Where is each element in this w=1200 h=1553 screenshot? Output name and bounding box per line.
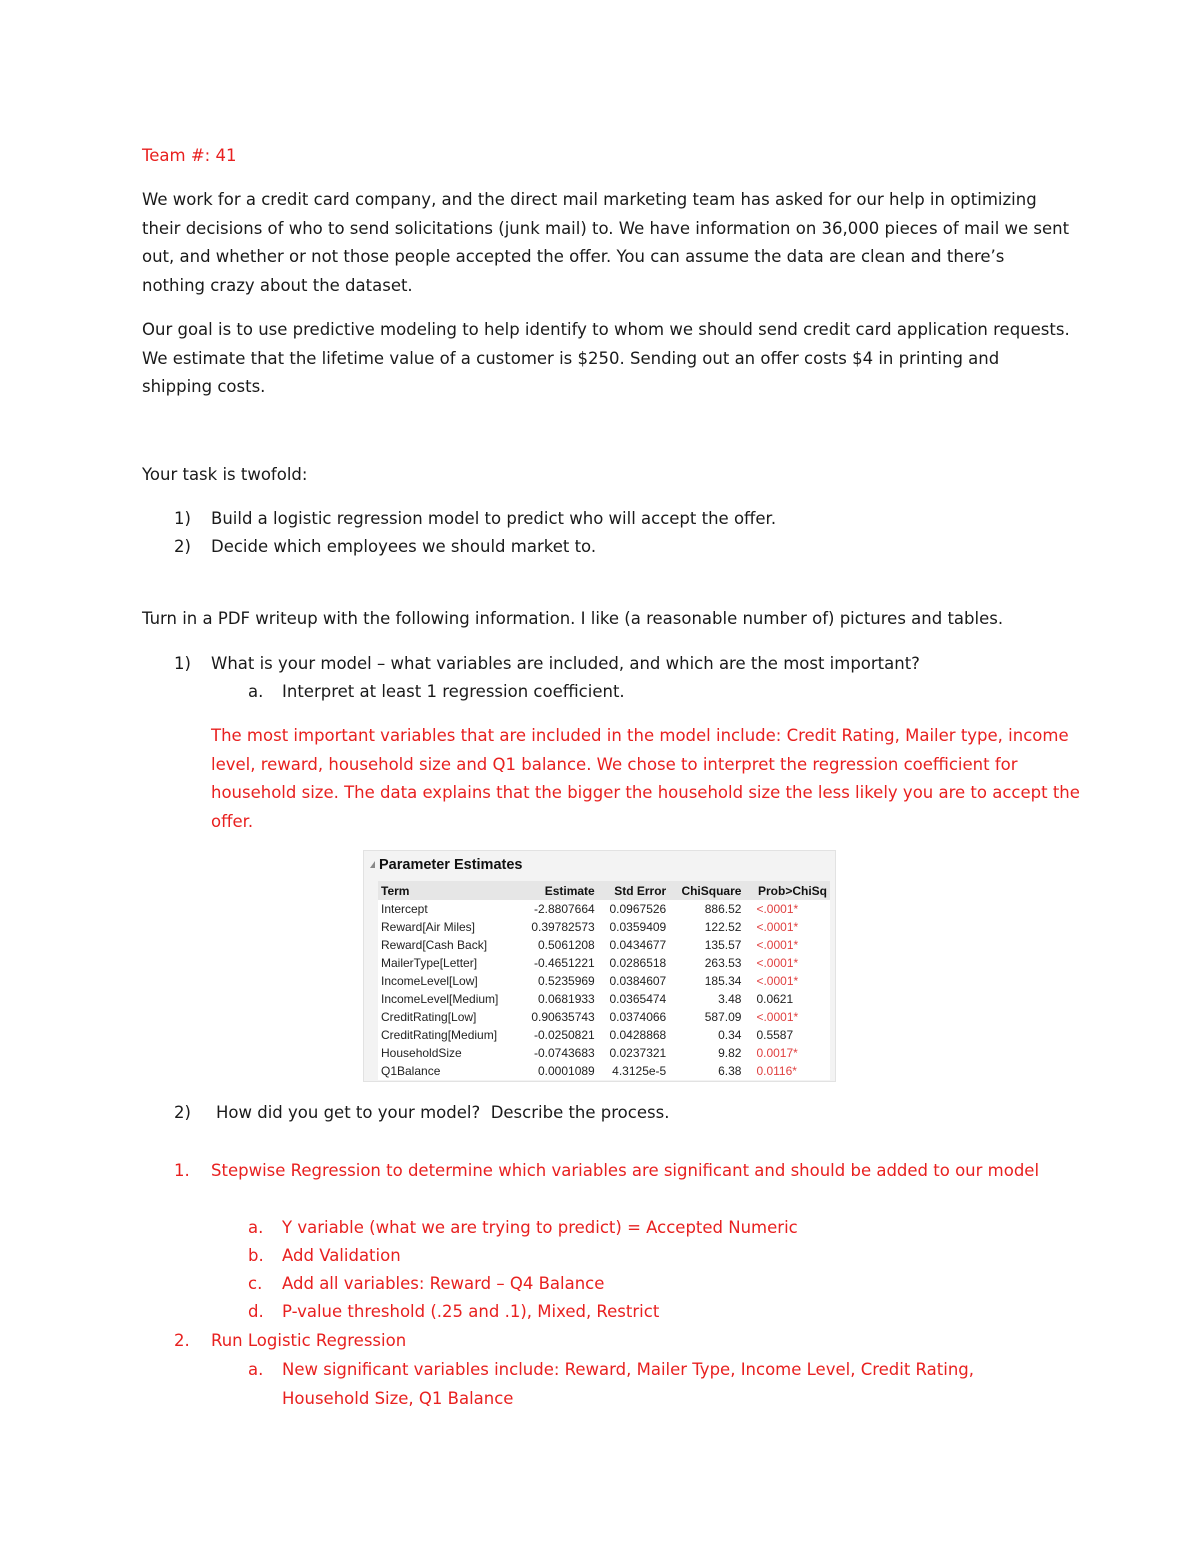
process-substep-text: Add Validation [282,1246,401,1265]
question-number: 2) [174,1103,191,1122]
std-error-cell: 0.0365474 [609,992,667,1006]
prob-cell: 0.5587 [756,1028,794,1042]
subquestion-letter: a. [248,682,264,701]
chisquare-cell: 0.34 [718,1028,742,1042]
estimate-cell: -0.0250821 [533,1028,595,1042]
parameter-estimates-table [378,881,830,1080]
table-row [378,990,830,1008]
prob-cell: <.0001* [756,920,799,934]
term-cell: CreditRating[Low] [381,1010,477,1024]
process-substep-letter: c. [248,1274,263,1293]
intro-paragraph: We work for a credit card company, and the direct mail marketing team has asked for our help in optimizing their decisions of who to send solicitations (junk mail) to. We have information on 36,000 pieces of mail we sent out, and whether or not those people accepted the offer. You can assume the data are clean and there’s nothing crazy about the dataset. [142,190,1070,295]
estimate-cell: 0.5235969 [537,974,595,988]
term-cell: Q1Balance [381,1064,441,1078]
task-item: Decide which employees we should market to. [211,537,597,556]
table-row [378,900,830,918]
chisquare-cell: 135.57 [704,938,742,952]
std-error-cell: 0.0286518 [609,956,667,970]
estimate-cell: -2.8807664 [533,902,595,916]
estimate-cell: -0.0743683 [533,1046,595,1060]
prob-cell: 0.0116* [756,1064,797,1078]
std-error-cell: 4.3125e-5 [612,1064,667,1078]
std-error-cell: 0.0434677 [609,938,667,952]
chisquare-cell: 886.52 [704,902,742,916]
std-error-cell: 0.0428868 [609,1028,667,1042]
subquestion-text: Interpret at least 1 regression coefficient. [282,682,625,701]
prob-cell: <.0001* [756,956,799,970]
chisquare-cell: 587.09 [704,1010,742,1024]
parameter-estimates-figure [363,850,836,1082]
term-cell: Intercept [381,902,428,916]
question-text: How did you get to your model? Describe the process. [216,1103,670,1122]
table-row [378,918,830,936]
process-substep-letter: a. [248,1360,264,1379]
column-header: ChiSquare [669,881,744,900]
process-substep-text: Y variable (what we are trying to predict) = Accepted Numeric [282,1218,798,1237]
term-cell: IncomeLevel[Medium] [381,992,499,1006]
std-error-cell: 0.0384607 [609,974,667,988]
prob-cell: <.0001* [756,902,799,916]
process-step-number: 2. [174,1331,190,1350]
prob-cell: 0.0621 [756,992,794,1006]
table-header-row [378,881,830,900]
term-cell: CreditRating[Medium] [381,1028,498,1042]
process-step-number: 1. [174,1161,190,1180]
collapse-triangle-icon [370,861,375,868]
std-error-cell: 0.0374066 [609,1010,667,1024]
chisquare-cell: 3.48 [718,992,742,1006]
table-row [378,954,830,972]
task-item: Build a logistic regression model to predict who will accept the offer. [211,509,777,528]
question-number: 1) [174,654,191,673]
column-header: Estimate [519,881,598,900]
process-substep-letter: d. [248,1302,264,1321]
goal-paragraph: Our goal is to use predictive modeling to help identify to whom we should send credit card application requests. We estimate that the lifetime value of a customer is $250. Sending out an offer costs $4 in printing and shipping costs. [142,320,1070,396]
std-error-cell: 0.0237321 [609,1046,667,1060]
process-substep-letter: a. [248,1218,264,1237]
column-header: Std Error [598,881,670,900]
std-error-cell: 0.0967526 [609,902,667,916]
column-header: Term [378,881,519,900]
table-row [378,1044,830,1062]
prob-cell: 0.0017* [756,1046,798,1060]
table-row [378,936,830,954]
process-substep-text: Add all variables: Reward – Q4 Balance [282,1274,605,1293]
process-step-text: Run Logistic Regression [211,1331,407,1350]
chisquare-cell: 9.82 [718,1046,742,1060]
parameter-estimates-body [378,900,830,1080]
prob-cell: <.0001* [756,974,799,988]
prob-cell: <.0001* [756,1010,799,1024]
question-text: What is your model – what variables are included, and which are the most important? [211,654,920,673]
term-cell: MailerType[Letter] [381,956,478,970]
estimate-cell: 0.5061208 [537,938,595,952]
table-row [378,1008,830,1026]
estimate-cell: 0.0681933 [537,992,595,1006]
chisquare-cell: 185.34 [704,974,742,988]
estimate-cell: 0.90635743 [531,1010,595,1024]
chisquare-cell: 122.52 [704,920,742,934]
column-header: Prob>ChiSq [744,881,830,900]
prob-cell: <.0001* [756,938,799,952]
process-step-text: Stepwise Regression to determine which variables are significant and should be added to our model [211,1161,1040,1180]
process-substep-text: P-value threshold (.25 and .1), Mixed, Restrict [282,1302,660,1321]
task-number: 1) [174,509,191,528]
estimate-cell: 0.39782573 [531,920,595,934]
process-substep-letter: b. [248,1246,264,1265]
table-row [378,1062,830,1080]
answer-paragraph: The most important variables that are included in the model include: Credit Rating, Mailer type, income level, reward, household size and Q1 balance. We chose to interpret the regression coefficient for household size. The data explains that the bigger the household size the less likely you are to accept the offer. [211,726,1080,831]
estimate-cell: -0.4651221 [533,956,595,970]
task-heading: Your task is twofold: [142,465,308,484]
term-cell: HouseholdSize [381,1046,462,1060]
team-number: Team #: 41 [142,146,237,165]
estimate-cell: 0.0001089 [537,1064,595,1078]
process-substep-text: New significant variables include: Reward, Mailer Type, Income Level, Credit Rating, Household Size, Q1 Balance [282,1360,975,1408]
turn-in-instructions: Turn in a PDF writeup with the following information. I like (a reasonable number of) pictures and tables. [142,609,1004,628]
std-error-cell: 0.0359409 [609,920,667,934]
table-row [378,1026,830,1044]
term-cell: IncomeLevel[Low] [381,974,478,988]
term-cell: Reward[Cash Back] [381,938,488,952]
chisquare-cell: 6.38 [718,1064,742,1078]
parameter-estimates-title: Parameter Estimates [379,857,523,873]
chisquare-cell: 263.53 [704,956,742,970]
term-cell: Reward[Air Miles] [381,920,476,934]
parameter-estimates-header [370,857,522,873]
task-number: 2) [174,537,191,556]
table-row [378,972,830,990]
